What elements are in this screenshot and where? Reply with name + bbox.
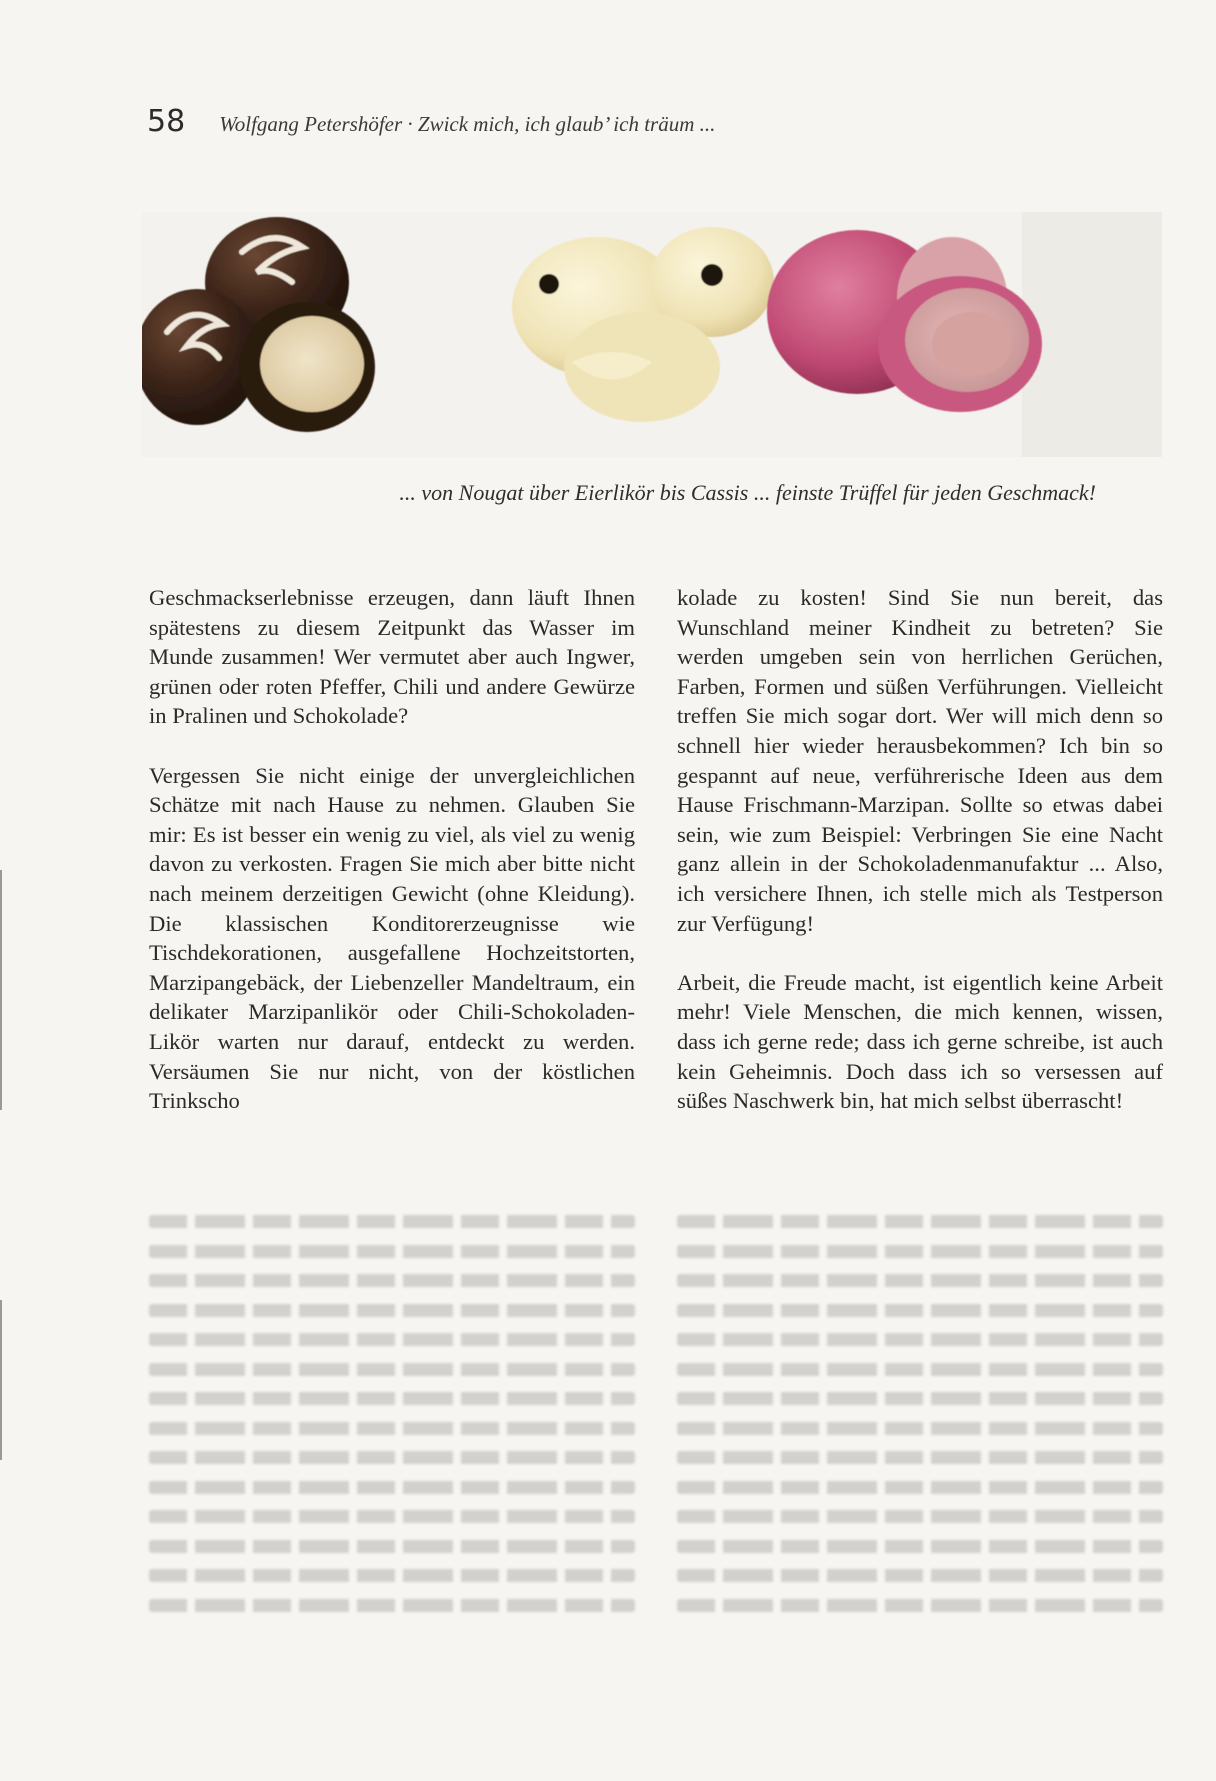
text-column-right	[677, 583, 1163, 1116]
truffles-photo	[142, 212, 1162, 457]
running-title: Wolfgang Petershöfer · Zwick mich, ich glaub’ ich träum ...	[219, 112, 716, 136]
show-through-text-left	[149, 1215, 635, 1635]
paragraph: Geschmackserlebnisse erzeugen, dann läuft Ihnen spätestens zu diesem Zeitpunkt das Wasser im Munde zusammen! Wer vermutet aber auch Ingwer, grünen oder roten Pfeffer, Chili und andere Gewürze in Pralinen und Schokolade?	[149, 585, 635, 729]
text-column-left	[149, 583, 635, 1116]
scan-edge-mark	[0, 870, 2, 1110]
paragraph: Vergessen Sie nicht einige der unvergleichlichen Schätze mit nach Hause zu nehmen. Glauben Sie mir: Es ist besser ein wenig zu viel, als viel zu wenig davon zu verkosten. Fragen Sie mich aber bitte nicht nach meinem derzeitigen Gewicht (ohne Kleidung). Die klassischen Konditorerzeugnisse wie Tischdekorationen, ausgefallene Hochzeitstorten, Marzipangebäck, der Liebenzeller Mandeltraum, ein delikater Marzipanlikör oder Chili-Schokoladen-Likör warten nur darauf, entdeckt zu werden. Versäumen Sie nur nicht, von der köstlichen Trinkscho	[149, 762, 635, 1114]
scan-edge-mark	[0, 1300, 2, 1460]
page-number: 58	[147, 104, 186, 139]
paragraph: kolade zu kosten! Sind Sie nun bereit, das Wunschland meiner Kindheit zu betreten? Sie werden umgeben sein von herrlichen Gerüchen, Farben, Formen und süßen Verführungen. Vielleicht treffen Sie mich sogar dort. Wer will mich denn so schnell hier wieder herausbekommen? Ich bin so gespannt auf neue, verführerische Ideen aus dem Hause Frischmann-Marzipan. Sollte so etwas dabei sein, wie zum Beispiel: Verbringen Sie eine Nacht ganz allein in der Schokoladenmanufaktur ... Also, ich versichere Ihnen, ich stelle mich als Testperson zur Verfügung!	[677, 585, 1163, 936]
page-header	[147, 104, 1107, 144]
photo-caption: ... von Nougat über Eierlikör bis Cassis ... feinste Trüffel für jeden Geschmack!	[399, 480, 1096, 505]
show-through-text-right	[677, 1215, 1163, 1635]
paragraph: Arbeit, die Freude macht, ist eigentlich keine Arbeit mehr! Viele Menschen, die mich kennen, wissen, dass ich gerne rede; dass ich gerne schreibe, ist auch kein Geheimnis. Doch dass ich so versessen auf süßes Naschwerk bin, hat mich selbst überrascht!	[677, 969, 1163, 1114]
